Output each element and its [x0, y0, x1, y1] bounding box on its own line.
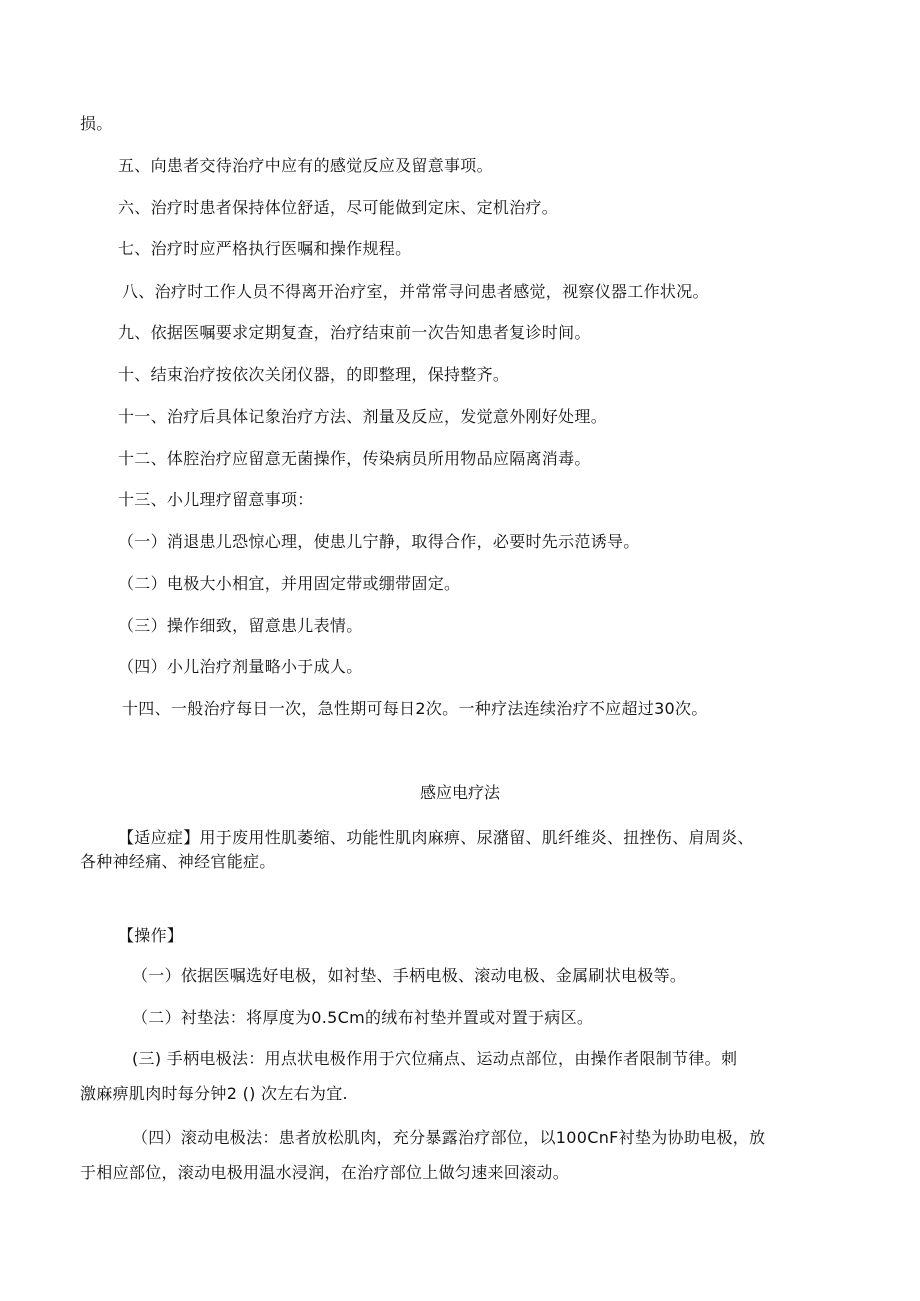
indications-line: 【适应症】用于废用性肌萎缩、功能性肌肉麻痹、尿潴留、肌纤维炎、扭挫伤、肩周炎、 [118, 828, 754, 847]
text-line: 损。 [80, 114, 113, 133]
text-line: 十、结束治疗按依次关闭仪器，的即整理，保持整齐。 [118, 365, 510, 384]
operation-line: 于相应部位，滚动电极用温水浸润，在治疗部位上做匀速来回滚动。 [80, 1163, 570, 1182]
operation-line: （二）衬垫法：将厚度为0.5Cm的绒布衬垫并置或对置于病区。 [132, 1008, 594, 1027]
operation-line: （四）滚动电极法：患者放松肌肉，充分暴露治疗部位，以100CnF衬垫为协助电极，放 [132, 1128, 766, 1147]
indications-line: 各种神经痛、神经官能症。 [80, 852, 276, 871]
text-line: 八、治疗时工作人员不得离开治疗室，并常常寻问患者感觉，视察仪器工作状况。 [122, 282, 709, 301]
text-line: 十三、小儿理疗留意事项： [118, 490, 314, 509]
text-line: 十四、一般治疗每日一次，急性期可每日2次。一种疗法连续治疗不应超过30次。 [122, 699, 708, 718]
text-line: 五、向患者交待治疗中应有的感觉反应及留意事项。 [118, 156, 493, 175]
text-line: （二）电极大小相宜，并用固定带或绷带固定。 [118, 574, 461, 593]
operation-heading: 【操作】 [118, 926, 184, 945]
text-line: （四）小儿治疗剂量略小于成人。 [118, 657, 363, 676]
text-line: 七、治疗时应严格执行医嘱和操作规程。 [118, 239, 412, 258]
text-line: 十一、治疗后具体记象治疗方法、剂量及反应，发觉意外刚好处理。 [118, 407, 608, 426]
text-line: 十二、体腔治疗应留意无菌操作，传染病员所用物品应隔离消毒。 [118, 449, 591, 468]
section-title: 感应电疗法 [419, 783, 500, 802]
operation-line: 激麻痹肌肉时每分钟2 () 次左右为宜. [80, 1084, 348, 1103]
text-line: 九、依据医嘱要求定期复查，治疗结束前一次告知患者复诊时间。 [118, 323, 591, 342]
text-line: 六、治疗时患者保持体位舒适，尽可能做到定床、定机治疗。 [118, 198, 559, 217]
operation-line: (三) 手柄电极法：用点状电极作用于穴位痛点、运动点部位，由操作者限制节律。刺 [132, 1049, 738, 1068]
operation-line: （一）依据医嘱选好电极，如衬垫、手柄电极、滚动电极、金属刷状电极等。 [132, 966, 687, 985]
text-line: （一）消退患儿恐惊心理，使患儿宁静，取得合作，必要时先示范诱导。 [118, 532, 640, 551]
text-line: （三）操作细致，留意患儿表情。 [118, 616, 363, 635]
